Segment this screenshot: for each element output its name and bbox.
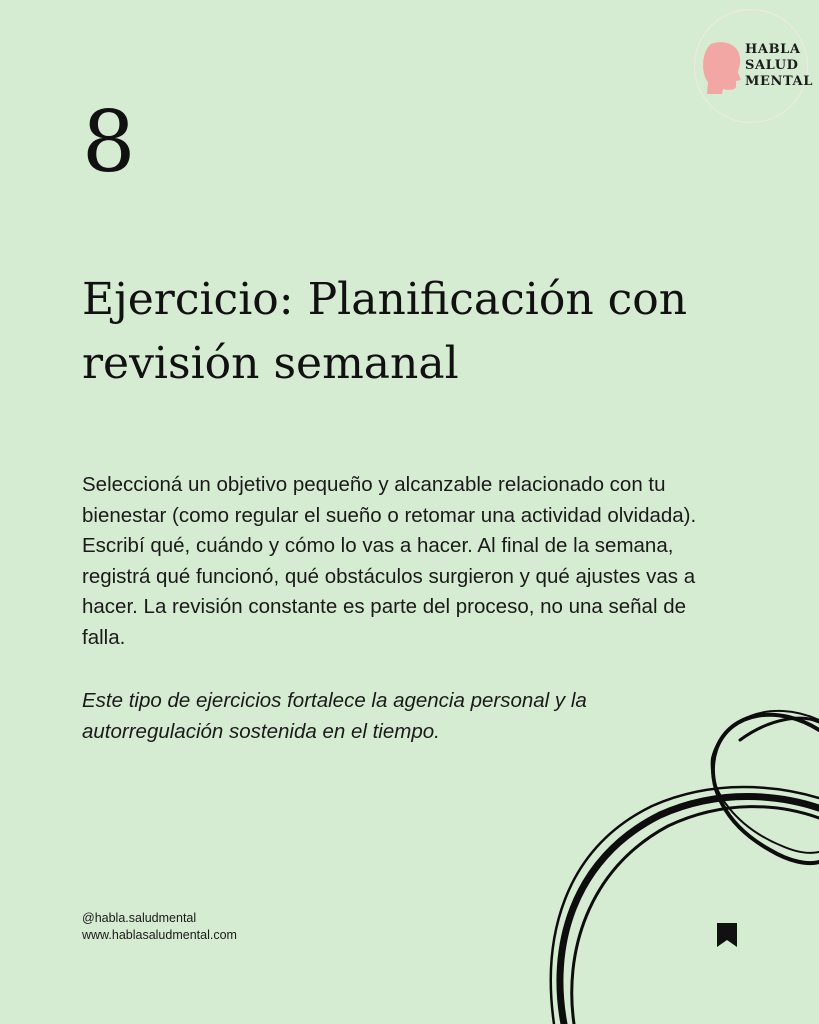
scribble-decoration bbox=[540, 700, 819, 1024]
brand-line-3: MENTAL bbox=[745, 74, 813, 89]
brand-line-2: SALUD bbox=[745, 58, 799, 73]
footer-contact bbox=[82, 910, 237, 944]
slide-number: 8 bbox=[82, 93, 136, 191]
brand-wordmark bbox=[745, 42, 813, 90]
website-link[interactable]: www.hablasaludmental.com bbox=[82, 928, 237, 942]
slide-title: Ejercicio: Planificación con revisión semanal bbox=[82, 274, 688, 389]
closing-note: Este tipo de ejercicios fortalece la agencia personal y la autorregulación sostenida en el tiempo. bbox=[82, 689, 587, 743]
bookmark-icon[interactable] bbox=[716, 922, 738, 948]
brand-line-1: HABLA bbox=[745, 42, 801, 57]
social-handle: @habla.saludmental bbox=[82, 911, 197, 925]
head-silhouette-icon bbox=[703, 40, 743, 94]
exercise-description: Seleccioná un objetivo pequeño y alcanzable relacionado con tu bienestar (como regular el sueño o retomar una actividad olvidada). Escribí qué, cuándo y cómo lo vas a hacer. Al final de la semana, registrá qué funcionó, qué obstáculos surgieron y qué ajustes vas a hacer. La revisión constante es parte del proceso, no una señal de falla. bbox=[82, 473, 697, 649]
brand-logo bbox=[694, 9, 813, 123]
